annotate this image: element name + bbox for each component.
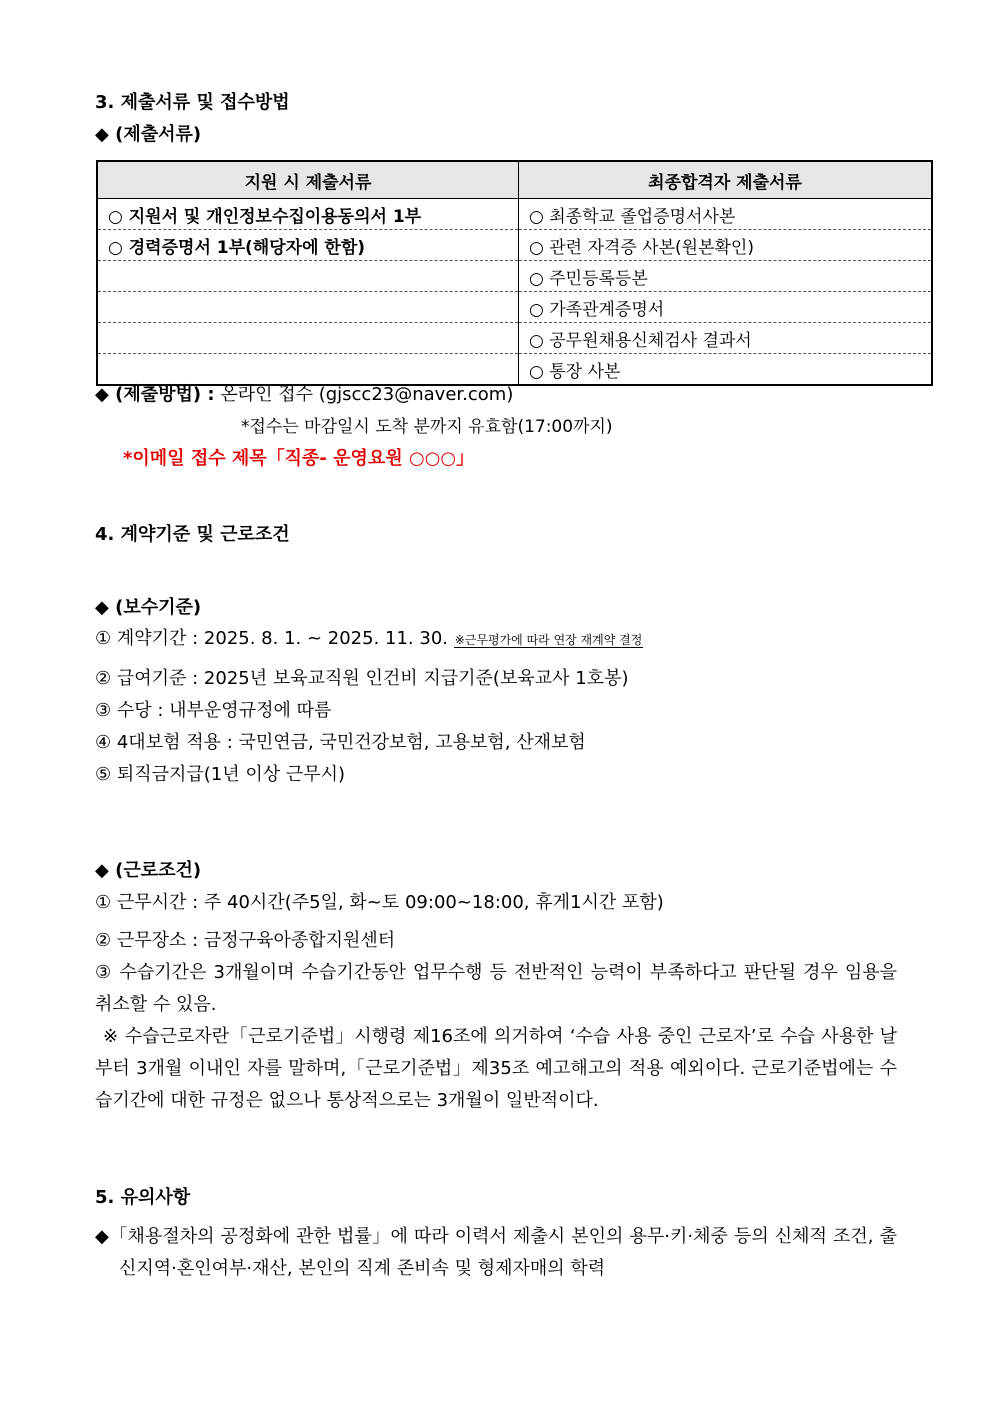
table-cell — [97, 261, 519, 292]
submission-method-value: 온라인 접수 (gjscc23@naver.com) — [220, 384, 514, 405]
work-conditions-heading: ◆ (근로조건) — [95, 860, 202, 881]
table-row — [97, 261, 932, 292]
email-subject-note: *이메일 접수 제목「직종- 운영요원 ○○○」 — [123, 448, 475, 469]
pay-item-allowance: ③ 수당 : 내부운영규정에 따름 — [95, 700, 332, 721]
contract-period-text: ① 계약기간 : 2025. 8. 1. ~ 2025. 11. 30. — [95, 628, 448, 649]
table-cell: ○ 주민등록등본 — [519, 261, 933, 292]
table-cell — [97, 292, 519, 323]
table-cell: ○ 관련 자격증 사본(원본확인) — [519, 230, 933, 261]
work-item-hours: ① 근무시간 : 주 40시간(주5일, 화~토 09:00~18:00, 휴게1시간 포함) — [95, 892, 664, 913]
pay-standard-heading: ◆ (보수기준) — [95, 597, 202, 618]
table-cell: ○ 최종학교 졸업증명서사본 — [519, 199, 933, 230]
pay-item-salary: ② 급여기준 : 2025년 보육교직원 인건비 지급기준(보육교사 1호봉) — [95, 668, 629, 689]
table-cell — [97, 323, 519, 354]
pay-item-severance: ⑤ 퇴직금지급(1년 이상 근무시) — [95, 764, 346, 785]
section-3-heading: 3. 제출서류 및 접수방법 — [95, 92, 290, 113]
submission-method-label: ◆ (제출방법) : — [95, 384, 215, 405]
section-4-heading: 4. 계약기준 및 근로조건 — [95, 524, 290, 545]
table-cell: ○ 경력증명서 1부(해당자에 한함) — [97, 230, 519, 261]
pay-item-insurance: ④ 4대보험 적용 : 국민연금, 국민건강보험, 고용보험, 산재보험 — [95, 732, 586, 753]
submission-docs-table — [96, 160, 933, 386]
section-5-heading: 5. 유의사항 — [95, 1187, 191, 1208]
probation-paragraph: ③ 수습기간은 3개월이며 수습기간동안 업무수행 등 전반적인 능력이 부족하다고 판단될 경우 임용을 취소할 수 있음. — [95, 962, 897, 1015]
table-cell: ○ 지원서 및 개인정보수집이용동의서 1부 — [97, 199, 519, 230]
submission-docs-heading: ◆ (제출서류) — [95, 124, 202, 145]
pay-item-contract-period — [95, 627, 643, 652]
table-row — [97, 199, 932, 230]
work-item-place: ② 근무장소 : 금정구육아종합지원센터 — [95, 930, 396, 951]
table-row — [97, 292, 932, 323]
table-row — [97, 354, 932, 386]
table-row — [97, 230, 932, 261]
submission-method-line — [95, 383, 513, 407]
table-header-application: 지원 시 제출서류 — [97, 161, 519, 199]
table-header-final: 최종합격자 제출서류 — [519, 161, 933, 199]
precaution-item: ◆「채용절차의 공정화에 관한 법률」에 따라 이력서 제출시 본인의 용무·키·체중 등의 신체적 조건, 출신지역·혼인여부·재산, 본인의 직계 존비속 및 형제자매의 학력 — [95, 1226, 897, 1279]
table-row — [97, 323, 932, 354]
table-header-row — [97, 161, 932, 199]
table-cell: ○ 공무원채용신체검사 결과서 — [519, 323, 933, 354]
table-cell — [97, 354, 519, 386]
probation-note-paragraph: ※ 수습근로자란「근로기준법」시행령 제16조에 의거하여 ‘수습 사용 중인 근로자’로 수습 사용한 날부터 3개월 이내인 자를 말하며,「근로기준법」제35조 예고해고의 적용 예외이다. 근로기준법에는 수습기간에 대한 규정은 없으나 통상적으로는 3개월이 일반적이다. — [95, 1026, 897, 1111]
table-cell: ○ 통장 사본 — [529, 361, 621, 382]
table-cell: ○ 가족관계증명서 — [519, 292, 933, 323]
submission-deadline-note: *접수는 마감일시 도착 분까지 유효함(17:00까지) — [241, 417, 613, 437]
contract-renewal-note: ※근무평가에 따라 연장 재계약 결정 — [454, 633, 643, 647]
